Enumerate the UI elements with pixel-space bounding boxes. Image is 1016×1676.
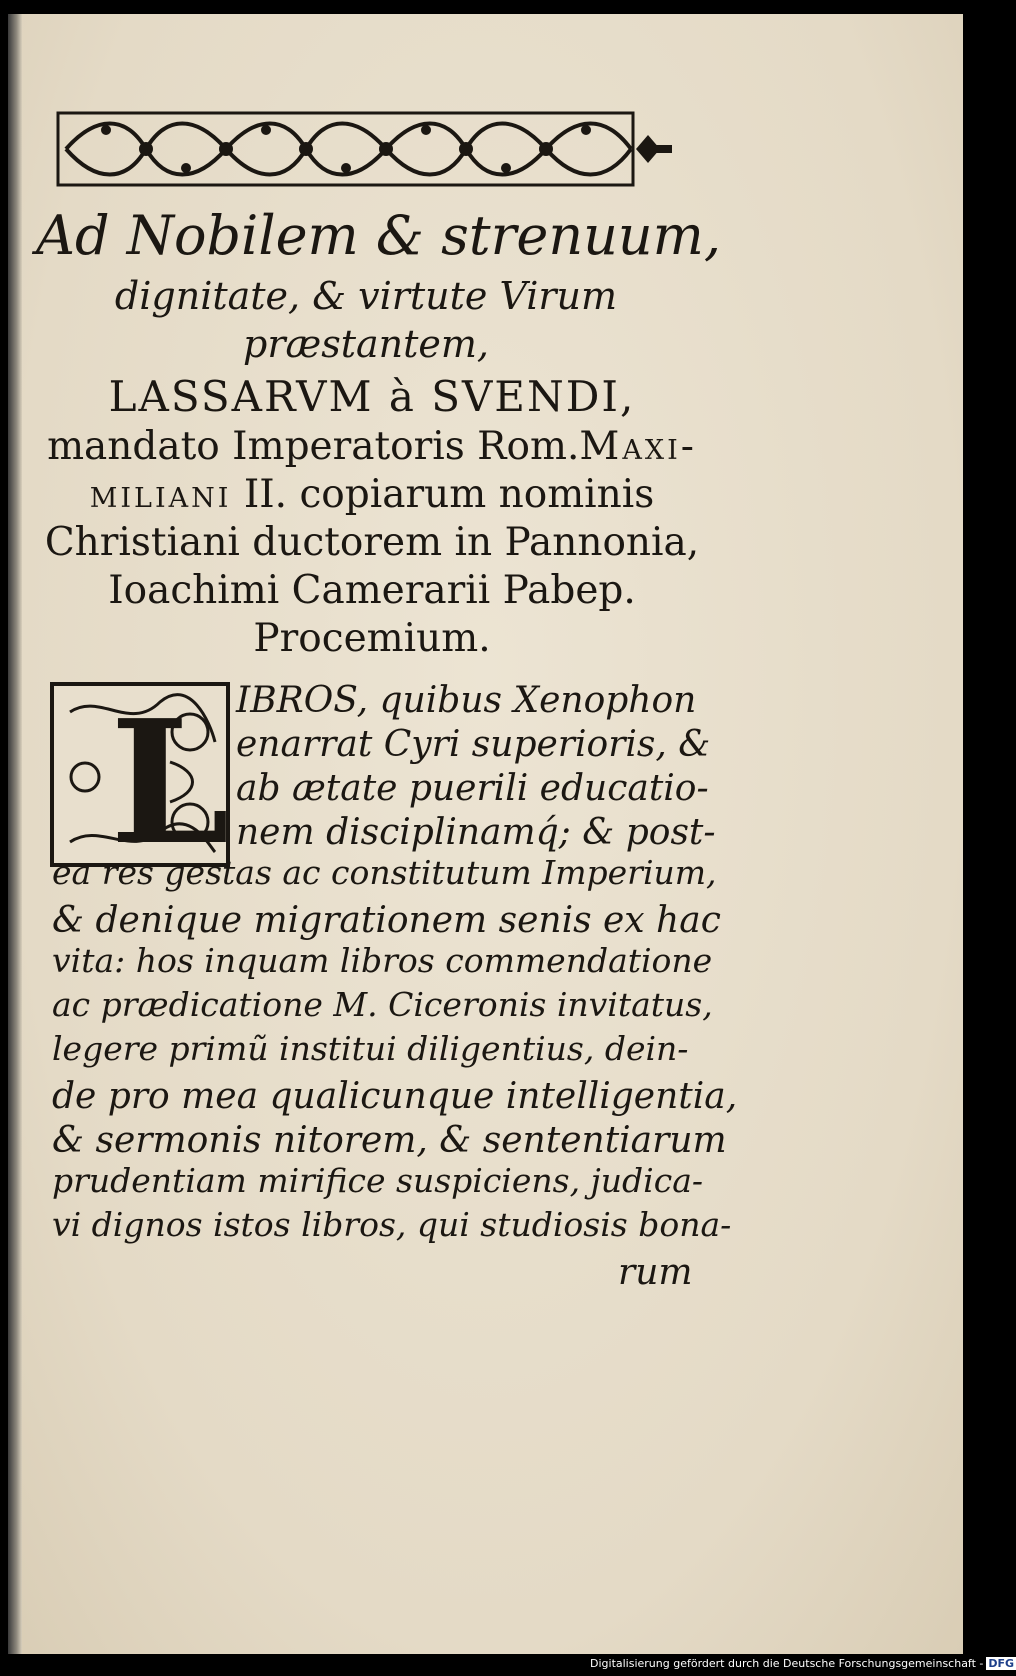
- body-line-7: vita: hos inquam libros commendatione: [52, 941, 713, 980]
- initial-letter: L: [110, 683, 230, 883]
- decorative-border-ornament: [56, 110, 676, 188]
- addressee-line-2b: Maxi-: [579, 424, 697, 469]
- addressee-line-2: [42, 424, 702, 469]
- body-line-8: ac prædicatione M. Ciceronis invitatus,: [52, 985, 713, 1024]
- procemium-heading: Procemium.: [253, 616, 491, 661]
- body-line-3: ab ætate puerili educatio-: [236, 768, 709, 809]
- body-line-11: & sermonis nitorem, & sententiarum: [52, 1120, 727, 1161]
- body-line-9: legere primũ institui diligentius, dein-: [52, 1029, 689, 1068]
- dfg-logo: DFG: [988, 1657, 1015, 1670]
- body-line-2: enarrat Cyri superioris, &: [236, 724, 711, 765]
- addressee-line-3: [42, 472, 702, 517]
- dedication-title: Ad Nobilem & strenuum,: [36, 204, 722, 267]
- body-line-13: vi dignos istos libros, qui studiosis bona-: [52, 1205, 732, 1244]
- catchword: rum: [618, 1252, 693, 1293]
- addressee-line-4: Christiani ductorem in Pannonia,: [44, 520, 700, 565]
- credit-text: Digitalisierung gefördert durch die Deutsche Forschungsgemeinschaft -: [590, 1657, 984, 1670]
- addressee-line-3b: II. copiarum nominis: [231, 472, 655, 517]
- body-line-1: IBROS, quibus Xenophon: [236, 680, 697, 721]
- addressee-line-2a: mandato Imperatoris Rom.: [47, 424, 580, 469]
- addressee-line-3a: miliani: [89, 472, 232, 517]
- body-line-4: nem disciplinamq́; & post-: [236, 812, 716, 853]
- addressee-line-5: Ioachimi Camerarii Pabep.: [108, 568, 636, 613]
- body-line-10: de pro mea qualicunque intelligentia,: [52, 1076, 738, 1117]
- decorated-initial-L: [50, 682, 230, 883]
- body-line-6: & denique migrationem senis ex hac: [52, 900, 721, 941]
- body-line-12: prudentiam mirifice suspiciens, judica-: [52, 1161, 704, 1200]
- page-spine: [8, 14, 22, 1654]
- addressee-name: LASSARVM à SVENDI,: [108, 372, 636, 421]
- dedication-line-3: præstantem,: [243, 322, 489, 366]
- book-page: [8, 14, 963, 1654]
- dedication-line-2: dignitate, & virtute Virum: [114, 274, 618, 318]
- digitization-credit: [590, 1657, 1016, 1670]
- body-line-5: ea res gestas ac constitutum Imperium,: [52, 853, 717, 892]
